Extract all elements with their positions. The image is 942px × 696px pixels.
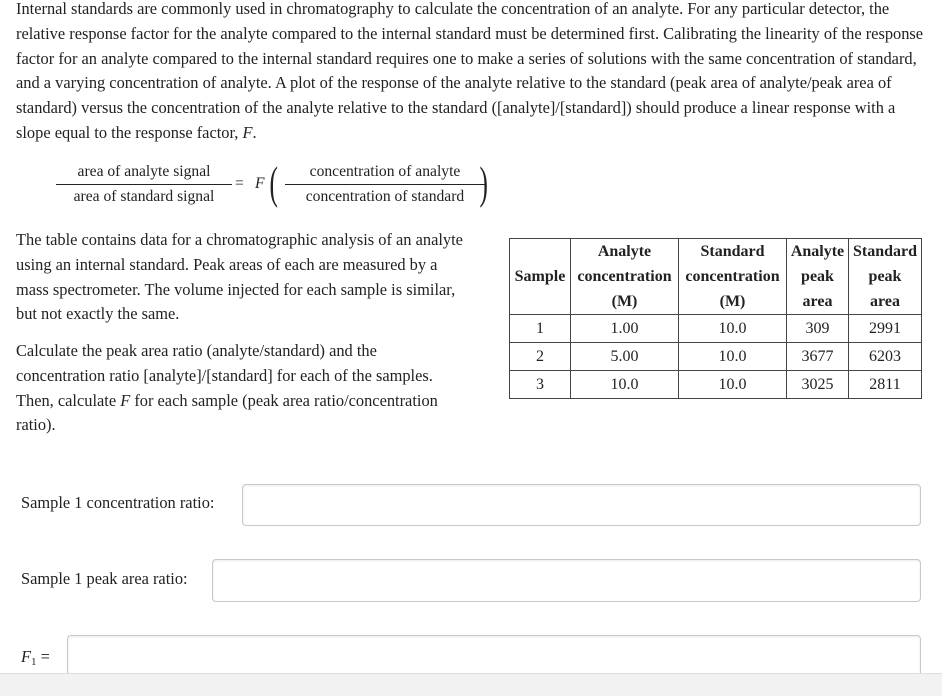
cell-standard-concentration: 10.0 (679, 371, 787, 399)
header-text: Standard (700, 243, 765, 260)
cell-analyte-peak-area: 3677 (787, 343, 849, 371)
cell-analyte-peak-area: 309 (787, 315, 849, 343)
cell-analyte-concentration: 5.00 (571, 343, 679, 371)
right-paren: ) (479, 157, 488, 208)
header-text: Standard (852, 243, 918, 260)
header-text: Analyte (597, 243, 652, 260)
equation-F-symbol: F (255, 175, 265, 192)
cell-standard-peak-area: 2991 (849, 315, 922, 343)
cell-analyte-peak-area: 3025 (787, 371, 849, 399)
header-text: concentration (685, 268, 780, 285)
intro-period: . (252, 122, 257, 142)
cell-sample: 1 (510, 315, 571, 343)
table-row (510, 371, 922, 399)
instructions-text-end: for each sample (peak area ratio/concentration ratio). (16, 390, 438, 435)
table-description: The table contains data for a chromatographic analysis of an analyte using an internal standard. Peak areas of each are measured by a mass spectrometer. The volume injected for each sample is similar, but not exactly the same. (16, 230, 463, 324)
f1-input[interactable] (67, 635, 921, 678)
equals-sign: = (235, 175, 244, 192)
instructions-text: Calculate the peak area ratio (analyte/standard) and the concentration ratio [analyte]/[standard] for each of the samples. Then, calculate (16, 341, 433, 410)
cell-sample: 2 (510, 343, 571, 371)
table-row (510, 315, 922, 343)
header-sample: Sample (510, 239, 571, 315)
f1-symbol: F (21, 647, 32, 666)
cell-standard-concentration: 10.0 (679, 315, 787, 343)
header-text: area (870, 293, 900, 310)
instructions-F-symbol: F (120, 390, 131, 410)
rhs-fraction (285, 157, 488, 208)
lhs-denominator: area of standard signal (73, 188, 215, 205)
header-text: (M) (611, 293, 638, 310)
cell-standard-concentration: 10.0 (679, 343, 787, 371)
header-analyte-peak-area (787, 239, 849, 315)
concentration-ratio-input[interactable] (242, 484, 921, 526)
peak-area-ratio-input[interactable] (212, 559, 921, 602)
rhs-denominator: concentration of standard (305, 188, 465, 205)
header-text: Analyte (790, 243, 845, 260)
lhs-fraction (56, 162, 232, 207)
peak-area-ratio-label: Sample 1 peak area ratio: (21, 569, 188, 588)
intro-paragraph (16, 0, 931, 146)
header-text: concentration (577, 268, 672, 285)
cell-sample: 3 (510, 371, 571, 399)
cell-analyte-concentration: 1.00 (571, 315, 679, 343)
bottom-bar (0, 673, 942, 696)
cell-standard-peak-area: 2811 (849, 371, 922, 399)
table-header-row (510, 239, 922, 315)
lhs-numerator: area of analyte signal (77, 163, 211, 180)
header-analyte-concentration (571, 239, 679, 315)
cell-standard-peak-area: 6203 (849, 343, 922, 371)
intro-text: Internal standards are commonly used in chromatography to calculate the concentration of an analyte. For any particular detector, the relative response factor for the analyte compared to the internal standard must be determined first. Calibrating the linearity of the response factor for an analyte compared to the internal standard requires one to make a series of solutions with the same concentration of standard, and a varying concentration of analyte. A plot of the response of the analyte relative to the standard (peak area of analyte/peak area of standard) versus the concentration of the analyte relative to the standard ([analyte]/[standard]) should produce a linear response with a slope equal to the response factor, (16, 0, 924, 142)
concentration-ratio-label: Sample 1 concentration ratio: (21, 493, 215, 512)
table-row (510, 343, 922, 371)
cell-analyte-concentration: 10.0 (571, 371, 679, 399)
header-text: peak (801, 268, 834, 285)
f1-equals: = (40, 647, 50, 666)
rhs-numerator: concentration of analyte (309, 163, 461, 180)
f1-subscript: 1 (31, 656, 37, 668)
intro-F-symbol: F (242, 122, 253, 142)
left-paren: ( (269, 157, 278, 208)
response-factor-equation (56, 157, 516, 214)
header-standard-peak-area (849, 239, 922, 315)
instructions-paragraph (16, 339, 466, 438)
header-standard-concentration (679, 239, 787, 315)
data-table (509, 238, 922, 399)
header-text: (M) (719, 293, 746, 310)
header-text: area (802, 293, 833, 310)
header-text: peak (868, 268, 902, 285)
f1-label (21, 647, 50, 667)
